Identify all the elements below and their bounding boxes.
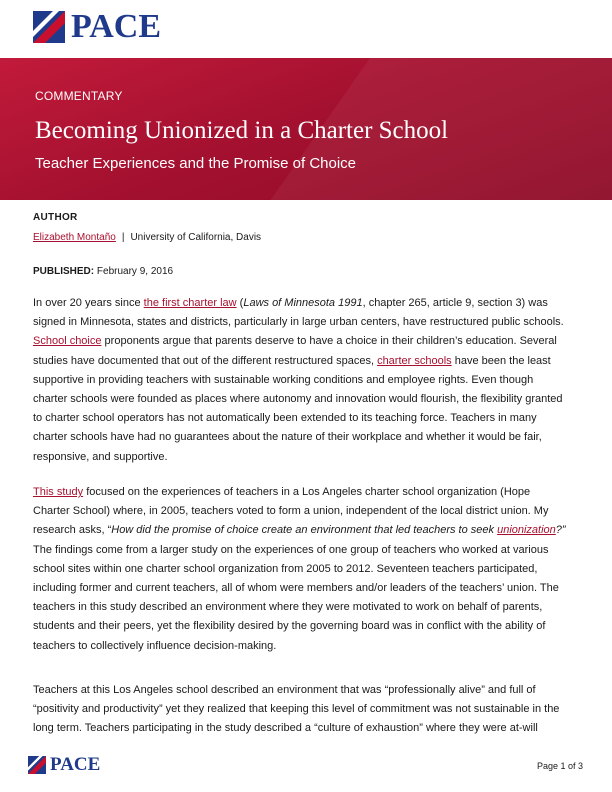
author-affiliation: University of California, Davis — [130, 232, 262, 243]
category-label: COMMENTARY — [35, 89, 123, 103]
author-line — [33, 232, 261, 243]
paragraph-text: Charter School) where, in 2005, teachers voted to form a union, independent of the local district union. My — [33, 505, 549, 518]
paragraph-line — [33, 409, 581, 428]
paragraph-text: long term. Teachers participating in the study described a “culture of exhaustion” where they were at-will — [33, 722, 538, 735]
paragraph-italic-text: Laws of Minnesota 1991 — [243, 297, 363, 309]
paragraph-text: focused on the experiences of teachers in a Los Angeles charter school organization (Hope — [83, 486, 531, 498]
paragraph-text: “positivity and productivity” yet they realized that keeping this level of commitment was not sustainable in the — [33, 703, 560, 716]
paragraph-line — [33, 448, 581, 467]
paragraph-line — [33, 483, 581, 502]
paragraph-line — [33, 637, 581, 656]
inline-link[interactable]: charter schools — [377, 354, 452, 367]
published-label: PUBLISHED: — [33, 266, 95, 277]
paragraph-line — [33, 541, 581, 560]
paragraph-text: ( — [236, 297, 244, 309]
paragraph-line — [33, 560, 581, 579]
paragraph-text: supportive in providing teachers with sustainable working conditions and employee rights. Even though — [33, 373, 534, 386]
paragraph-italic-text: ?” — [555, 524, 566, 537]
published-date: February 9, 2016 — [96, 266, 174, 277]
paragraph-line — [33, 313, 581, 332]
body-paragraph-3 — [33, 681, 581, 739]
footer-logo-mark-icon — [28, 756, 46, 774]
author-label: AUTHOR — [33, 212, 78, 223]
paragraph-line — [33, 428, 581, 447]
paragraph-text: research asks, “ — [33, 524, 112, 537]
paragraph-text: responsive, and supportive. — [33, 450, 168, 463]
paragraph-line — [33, 521, 581, 540]
paragraph-line — [33, 617, 581, 636]
paragraph-line — [33, 294, 581, 313]
page-subtitle: Teacher Experiences and the Promise of Choice — [35, 155, 357, 172]
paragraph-text: Teachers at this Los Angeles school described an environment that was “professionally alive” and full of — [33, 684, 536, 696]
inline-link[interactable]: unionization — [497, 524, 556, 537]
paragraph-text: school sites within one charter school organization from 2005 to 2012. Seventeen teachers participated, — [33, 562, 538, 575]
inline-link[interactable]: the first charter law — [143, 297, 237, 309]
paragraph-text: signed in Minnesota, states and districts, particularly in large urban centers, have restructured public schools. — [33, 316, 564, 329]
paragraph-text: , chapter 265, article 9, section 3) was — [362, 297, 548, 309]
pace-logo[interactable] — [33, 8, 162, 45]
paragraph-line — [33, 598, 581, 617]
paragraph-line — [33, 579, 581, 598]
pace-logo-mark-icon — [33, 11, 65, 43]
paragraph-line — [33, 352, 581, 371]
paragraph-text: In over 20 years since — [33, 297, 144, 309]
paragraph-line — [33, 700, 581, 719]
paragraph-line — [33, 502, 581, 521]
paragraph-line — [33, 681, 581, 700]
paragraph-text: The findings come from a larger study on the experiences of one group of teachers who worked at various — [33, 543, 549, 556]
paragraph-text: to charter school operators has not automatically been extended to its teaching force. Teachers in many — [33, 412, 537, 425]
paragraph-line — [33, 371, 581, 390]
paragraph-italic-text: How did the promise of choice create an environment that led teachers to seek — [111, 524, 498, 537]
pace-logo-text: PACE — [71, 8, 162, 45]
paragraph-text: including former and current teachers, all of whom were members and/or leaders of the teachers’ union. The — [33, 582, 559, 595]
body-paragraph-2 — [33, 483, 581, 656]
author-name-link[interactable]: Elizabeth Montaño — [33, 232, 116, 243]
paragraph-text: studies have documented that out of the different restructured spaces, — [33, 354, 378, 367]
page-title: Becoming Unionized in a Charter School — [35, 117, 449, 144]
paragraph-text: charter schools have had no guarantees about the nature of their workplace and whether it would be fair, — [33, 431, 542, 444]
inline-link[interactable]: This study — [33, 486, 84, 498]
author-separator: | — [121, 232, 125, 243]
paragraph-line — [33, 332, 581, 351]
paragraph-text: students and their peers, yet the flexibility desired by the governing board was in conflict with the ability of — [33, 620, 546, 633]
page-number: Page 1 of 3 — [536, 761, 583, 771]
footer-logo-text: PACE — [50, 754, 101, 775]
paragraph-line — [33, 390, 581, 409]
inline-link[interactable]: School choice — [33, 335, 102, 348]
paragraph-text: teachers in this study described an environment where they were motivated to work on behalf of parents, — [33, 601, 543, 614]
footer-pace-logo[interactable] — [28, 756, 100, 774]
paragraph-text: charter schools were founded as places where autonomy and innovation would flourish, the flexibility granted — [33, 393, 563, 406]
paragraph-text: teachers to collectively influence decision-making. — [33, 639, 277, 652]
paragraph-text: have been the least — [451, 354, 551, 367]
paragraph-text: proponents argue that parents deserve to have a choice in their children’s education. Several — [101, 335, 557, 348]
published-line — [33, 266, 173, 277]
body-paragraph-1 — [33, 294, 581, 467]
paragraph-line — [33, 719, 581, 738]
